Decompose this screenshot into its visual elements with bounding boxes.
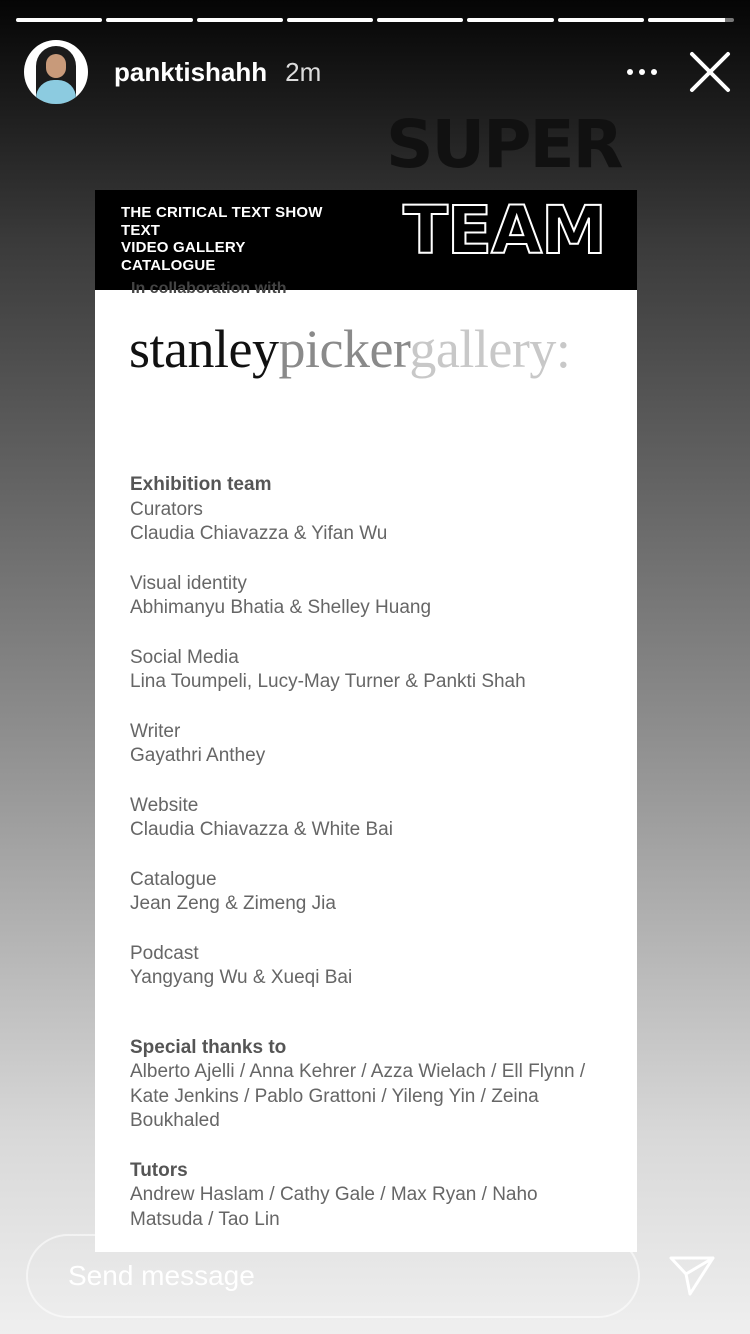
progress-segment xyxy=(106,18,192,22)
progress-segment xyxy=(558,18,644,22)
credit-role: Website xyxy=(130,794,199,816)
send-icon[interactable] xyxy=(668,1254,716,1298)
credit-names: Gayathri Anthey xyxy=(130,745,266,766)
username[interactable]: panktishahh xyxy=(114,56,268,87)
credit-names: Abhimanyu Bhatia & Shelley Huang xyxy=(130,597,432,618)
story-card xyxy=(95,190,637,1252)
credit-section xyxy=(130,942,601,991)
credit-names: Yangyang Wu & Xueqi Bai xyxy=(130,967,353,988)
progress-segment-active xyxy=(648,18,734,22)
progress-segment xyxy=(197,18,283,22)
progress-segment xyxy=(467,18,553,22)
close-icon[interactable] xyxy=(688,50,732,94)
send-message-input[interactable]: Send message xyxy=(26,1234,640,1318)
credit-section xyxy=(130,646,601,695)
tutors-names: Andrew Haslam / Cathy Gale / Max Ryan / Naho Matsuda / Tao Lin xyxy=(130,1184,538,1230)
super-text: SUPER xyxy=(386,106,622,183)
progress-segment xyxy=(16,18,102,22)
exhibition-heading: Exhibition team xyxy=(130,474,272,495)
credit-role: Writer xyxy=(130,720,181,742)
credit-section xyxy=(130,794,601,843)
more-icon[interactable] xyxy=(622,52,662,92)
credit-section xyxy=(130,868,601,917)
thanks-names: Alberto Ajelli / Anna Kehrer / Azza Wielach / Ell Flynn / Kate Jenkins / Pablo Grattoni / Yileng Yin / Zeina Boukhaled xyxy=(130,1061,586,1131)
card-header xyxy=(95,190,637,290)
credit-names: Claudia Chiavazza & Yifan Wu xyxy=(130,523,388,544)
credit-section xyxy=(130,720,601,769)
credit-section xyxy=(130,498,601,547)
credits-content xyxy=(130,473,601,1252)
thanks-section xyxy=(130,1036,601,1134)
progress-segment xyxy=(377,18,463,22)
credit-names: Lina Toumpeli, Lucy-May Turner & Pankti Shah xyxy=(130,671,526,692)
progress-segment xyxy=(287,18,373,22)
collab-text: In collaboration with xyxy=(131,280,287,297)
credit-names: Jean Zeng & Zimeng Jia xyxy=(130,893,336,914)
story-progress xyxy=(16,18,734,22)
header-line: TEXT xyxy=(121,221,161,239)
credit-role: Visual identity xyxy=(130,572,247,594)
credit-role: Podcast xyxy=(130,942,199,964)
thanks-heading: Special thanks to xyxy=(130,1036,287,1058)
credit-role: Catalogue xyxy=(130,868,217,890)
header-line: CATALOGUE xyxy=(121,256,216,274)
tutors-section xyxy=(130,1159,601,1233)
header-line: VIDEO GALLERY xyxy=(121,239,246,256)
tutors-heading: Tutors xyxy=(130,1159,188,1181)
credit-section xyxy=(130,572,601,621)
card-header-lines xyxy=(121,204,323,274)
team-text: TEAM xyxy=(403,192,606,269)
gallery-logo: stanleypickergallery: xyxy=(129,319,571,379)
story-header xyxy=(24,40,732,104)
post-time: 2m xyxy=(285,56,322,87)
credit-role: Social Media xyxy=(130,646,239,668)
credit-role: Curators xyxy=(130,498,203,520)
avatar[interactable] xyxy=(24,40,88,104)
credit-names: Claudia Chiavazza & White Bai xyxy=(130,819,393,840)
header-line: THE CRITICAL TEXT SHOW xyxy=(121,204,323,221)
